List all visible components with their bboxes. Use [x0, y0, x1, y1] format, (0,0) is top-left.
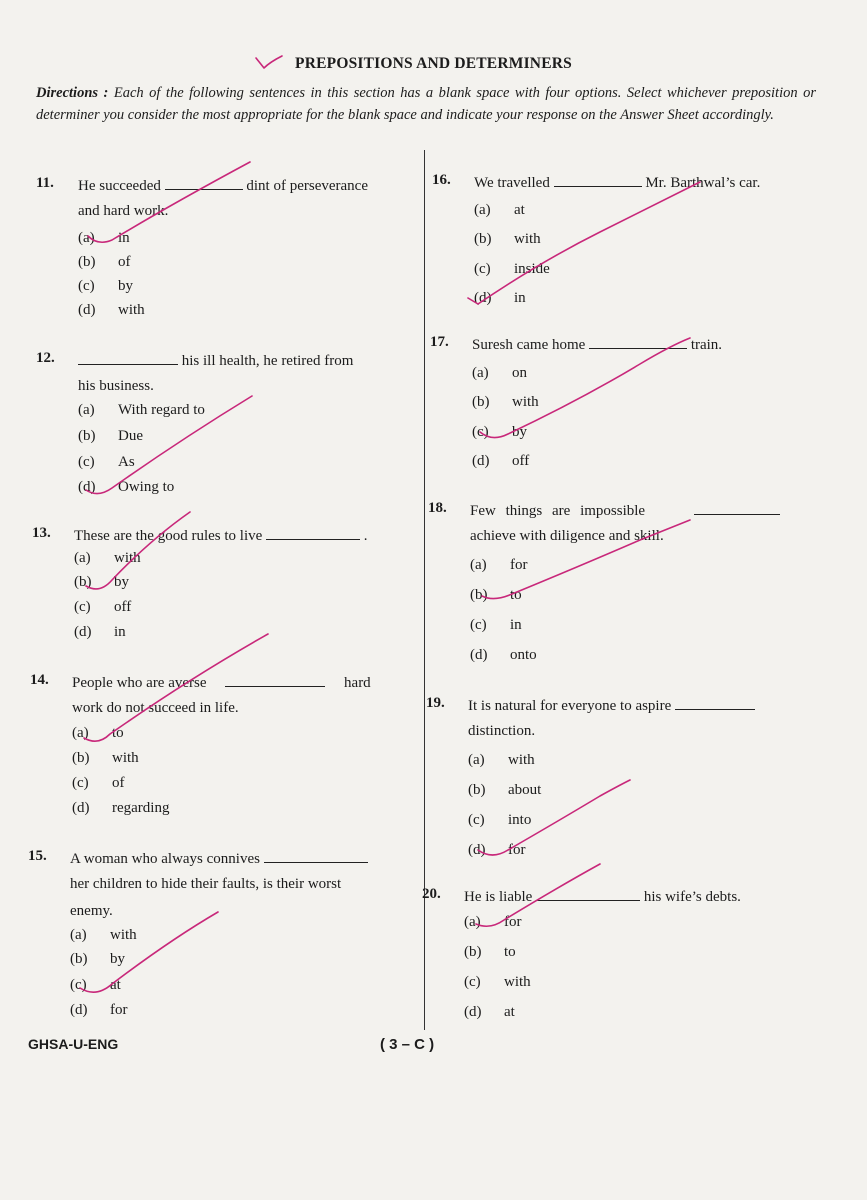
question-text [78, 175, 368, 195]
question-number: 16. [432, 172, 451, 188]
question-text [474, 172, 760, 192]
question-text-line2: work do not succeed in life. [72, 700, 239, 716]
option-d[interactable] [70, 1002, 128, 1019]
option-text: with [114, 550, 141, 566]
option-letter: (b) [468, 782, 486, 798]
option-text: regarding [112, 800, 170, 816]
question-text-line2: achieve with diligence and skill. [470, 528, 664, 544]
option-letter: (d) [464, 1004, 482, 1020]
question-number: 12. [36, 350, 55, 366]
option-text: with [504, 974, 531, 990]
option-a[interactable] [78, 230, 130, 247]
option-letter: (c) [70, 977, 87, 993]
question-text [74, 525, 368, 545]
option-letter: (c) [72, 775, 89, 791]
option-letter: (a) [468, 752, 485, 768]
question-text [78, 350, 353, 370]
option-a[interactable] [472, 365, 527, 382]
question-number: 13. [32, 525, 51, 541]
option-c[interactable] [78, 454, 135, 471]
option-letter: (a) [464, 914, 481, 930]
option-text: off [114, 599, 132, 615]
question-text-post: train. [690, 337, 723, 353]
question-text-pre: We travelled [474, 175, 550, 191]
option-c[interactable] [472, 424, 527, 441]
option-text: With regard to [118, 402, 205, 418]
answer-blank [264, 848, 368, 863]
option-text: inside [514, 261, 550, 277]
option-text: in [118, 230, 130, 246]
question-text [72, 672, 371, 692]
option-letter: (b) [470, 587, 488, 603]
question-text-post: Mr. Barthwal’s car. [645, 175, 761, 191]
option-letter: (a) [70, 927, 87, 943]
option-letter: (b) [464, 944, 482, 960]
option-text: for [508, 842, 526, 858]
question-number: 18. [428, 500, 447, 516]
page-number: ( 3 – C ) [380, 1036, 435, 1053]
option-c[interactable] [464, 974, 531, 991]
option-text: by [512, 424, 527, 440]
option-c[interactable] [474, 261, 550, 278]
option-text: at [514, 202, 525, 218]
answer-blank [266, 525, 360, 540]
option-d[interactable] [472, 453, 529, 470]
option-letter: (b) [74, 574, 92, 590]
option-c[interactable] [72, 775, 125, 792]
question-number: 20. [422, 886, 441, 902]
question-number: 17. [430, 334, 449, 350]
answer-blank [694, 500, 780, 515]
option-c[interactable] [468, 812, 531, 829]
option-text: in [510, 617, 522, 633]
option-text: by [118, 278, 133, 294]
option-letter: (c) [468, 812, 485, 828]
question-number: 19. [426, 695, 445, 711]
option-a[interactable] [464, 914, 522, 931]
option-text: for [504, 914, 522, 930]
option-letter: (d) [472, 453, 490, 469]
option-d[interactable] [474, 290, 526, 307]
question-number: 11. [36, 175, 54, 191]
option-letter: (c) [78, 278, 95, 294]
option-letter: (c) [464, 974, 481, 990]
question-text-post: hard [344, 675, 371, 691]
question-text-line2: distinction. [468, 723, 536, 739]
option-text: about [508, 782, 542, 798]
option-letter: (c) [474, 261, 491, 277]
question-text-post: his wife’s debts. [643, 889, 741, 905]
answer-blank [554, 172, 642, 187]
option-letter: (d) [474, 290, 492, 306]
option-c[interactable] [70, 977, 121, 994]
option-a[interactable] [72, 725, 124, 742]
question-number: 15. [28, 848, 47, 864]
directions-label: Directions : [36, 85, 109, 101]
question-text-pre: A woman who always connives [70, 851, 260, 867]
question-text-line2: his business. [78, 378, 154, 394]
question-text-line2: and hard work. [78, 203, 169, 219]
option-text: with [112, 750, 139, 766]
option-text: at [504, 1004, 515, 1020]
option-c[interactable] [74, 599, 131, 616]
question-text-pre: Suresh came home [472, 337, 586, 353]
option-text: with [110, 927, 137, 943]
question-text-post: his ill health, he retired from [181, 353, 354, 369]
option-d[interactable] [78, 479, 174, 496]
option-b[interactable] [474, 231, 541, 248]
answer-blank [536, 886, 640, 901]
option-a[interactable] [468, 752, 535, 769]
option-text: for [110, 1002, 128, 1018]
option-text: on [512, 365, 527, 381]
option-letter: (a) [474, 202, 491, 218]
question-number: 14. [30, 672, 49, 688]
option-letter: (a) [470, 557, 487, 573]
directions [36, 82, 816, 126]
option-text: at [110, 977, 121, 993]
option-b[interactable] [78, 254, 131, 271]
answer-blank [589, 334, 687, 349]
question-text-pre: It is natural for everyone to aspire [468, 698, 672, 714]
option-c[interactable] [470, 617, 522, 634]
option-letter: (a) [78, 230, 95, 246]
answer-blank [165, 175, 243, 190]
option-a[interactable] [70, 927, 137, 944]
option-letter: (b) [72, 750, 90, 766]
question-text [468, 695, 755, 715]
directions-text: Each of the following sentences in this section has a blank space with four options. Select whichever preposition or determiner you consider the most appropriate for the blank space and indicate your response on the Answer Sheet accordingly. [36, 85, 816, 123]
option-letter: (b) [70, 951, 88, 967]
option-d[interactable] [470, 647, 537, 664]
option-text: to [112, 725, 124, 741]
question-text-pre: People who are averse [72, 675, 207, 691]
option-b[interactable] [74, 574, 129, 591]
option-text: by [110, 951, 125, 967]
option-letter: (d) [74, 624, 92, 640]
question-text-line2: her children to hide their faults, is their worst [70, 876, 342, 892]
option-d[interactable] [74, 624, 126, 641]
option-d[interactable] [72, 800, 169, 817]
option-d[interactable] [468, 842, 526, 859]
option-letter: (a) [78, 402, 95, 418]
option-letter: (a) [74, 550, 91, 566]
question-text-pre: He succeeded [78, 178, 161, 194]
option-a[interactable] [74, 550, 141, 567]
option-text: in [114, 624, 126, 640]
option-text: off [512, 453, 530, 469]
option-letter: (b) [472, 394, 490, 410]
question-text-line3: enemy. [70, 903, 113, 919]
option-letter: (c) [74, 599, 91, 615]
option-a[interactable] [78, 402, 205, 419]
question-text [464, 886, 741, 906]
option-b[interactable] [70, 951, 125, 968]
option-a[interactable] [470, 557, 528, 574]
option-text: onto [510, 647, 537, 663]
option-text: with [508, 752, 535, 768]
option-text: with [512, 394, 539, 410]
option-letter: (d) [470, 647, 488, 663]
question-text [470, 500, 780, 520]
option-b[interactable] [464, 944, 516, 961]
option-text: of [118, 254, 131, 270]
option-letter: (d) [468, 842, 486, 858]
option-letter: (c) [470, 617, 487, 633]
option-b[interactable] [78, 428, 143, 445]
option-text: Due [118, 428, 143, 444]
option-letter: (b) [78, 428, 96, 444]
option-text: Owing to [118, 479, 175, 495]
answer-blank [225, 672, 325, 687]
option-letter: (c) [78, 454, 95, 470]
option-text: in [514, 290, 526, 306]
option-letter: (a) [472, 365, 489, 381]
option-letter: (d) [78, 302, 96, 318]
option-letter: (b) [474, 231, 492, 247]
option-b[interactable] [470, 587, 522, 604]
option-text: with [514, 231, 541, 247]
option-a[interactable] [474, 202, 525, 219]
option-text: for [510, 557, 528, 573]
option-text: to [504, 944, 516, 960]
answer-blank [78, 350, 178, 365]
answer-blank [675, 695, 755, 710]
option-text: into [508, 812, 532, 828]
option-b[interactable] [468, 782, 541, 799]
option-d[interactable] [78, 302, 145, 319]
option-text: of [112, 775, 125, 791]
option-b[interactable] [72, 750, 139, 767]
question-text-pre: Few things are impossible [470, 503, 646, 519]
question-text-pre: He is liable [464, 889, 533, 905]
question-text [70, 848, 368, 868]
option-text: with [118, 302, 145, 318]
option-text: by [114, 574, 129, 590]
option-letter: (b) [78, 254, 96, 270]
question-text [472, 334, 722, 354]
option-b[interactable] [472, 394, 539, 411]
option-letter: (a) [72, 725, 89, 741]
question-text-pre: These are the good rules to live [74, 528, 263, 544]
option-text: to [510, 587, 522, 603]
option-letter: (c) [472, 424, 489, 440]
section-title: PREPOSITIONS AND DETERMINERS [295, 55, 572, 72]
option-letter: (d) [78, 479, 96, 495]
question-text-post: . [363, 528, 368, 544]
question-text-post: dint of perseverance [246, 178, 368, 194]
paper-code: GHSA-U-ENG [28, 1036, 119, 1052]
option-text: As [118, 454, 135, 470]
option-c[interactable] [78, 278, 133, 295]
option-letter: (d) [70, 1002, 88, 1018]
option-letter: (d) [72, 800, 90, 816]
option-d[interactable] [464, 1004, 515, 1021]
